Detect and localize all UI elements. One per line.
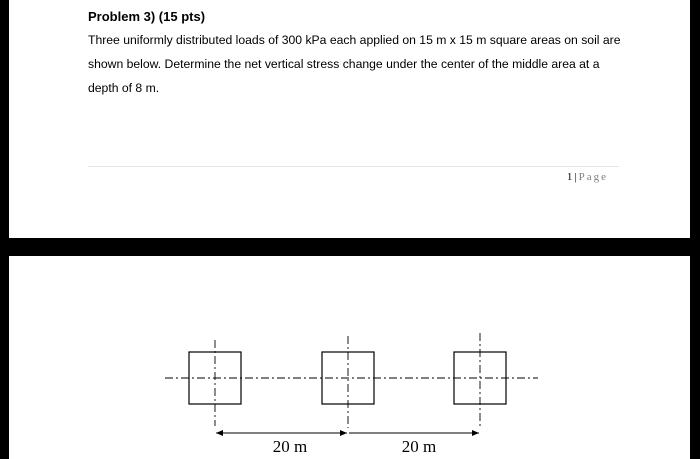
footer-divider: [88, 166, 619, 167]
loaded-areas-figure: [9, 256, 690, 459]
document-page-top: [9, 0, 690, 238]
page-word: Page: [578, 171, 608, 183]
problem-statement: Three uniformly distributed loads of 300 kPa each applied on 15 m x 15 m square areas on soil are shown below. Determine the net vertical stress change under the center of the middle area at a depth of 8 m.: [88, 33, 621, 95]
dimension-label-right: 20 m: [401, 437, 437, 456]
page-separator: |: [574, 171, 577, 183]
document-page-bottom: [9, 256, 690, 459]
problem-title: Problem 3) (15 pts): [88, 9, 206, 24]
page-number-footer: [567, 171, 608, 183]
dimension-label-left: 20 m: [272, 437, 308, 456]
page-number: 1: [566, 171, 573, 183]
